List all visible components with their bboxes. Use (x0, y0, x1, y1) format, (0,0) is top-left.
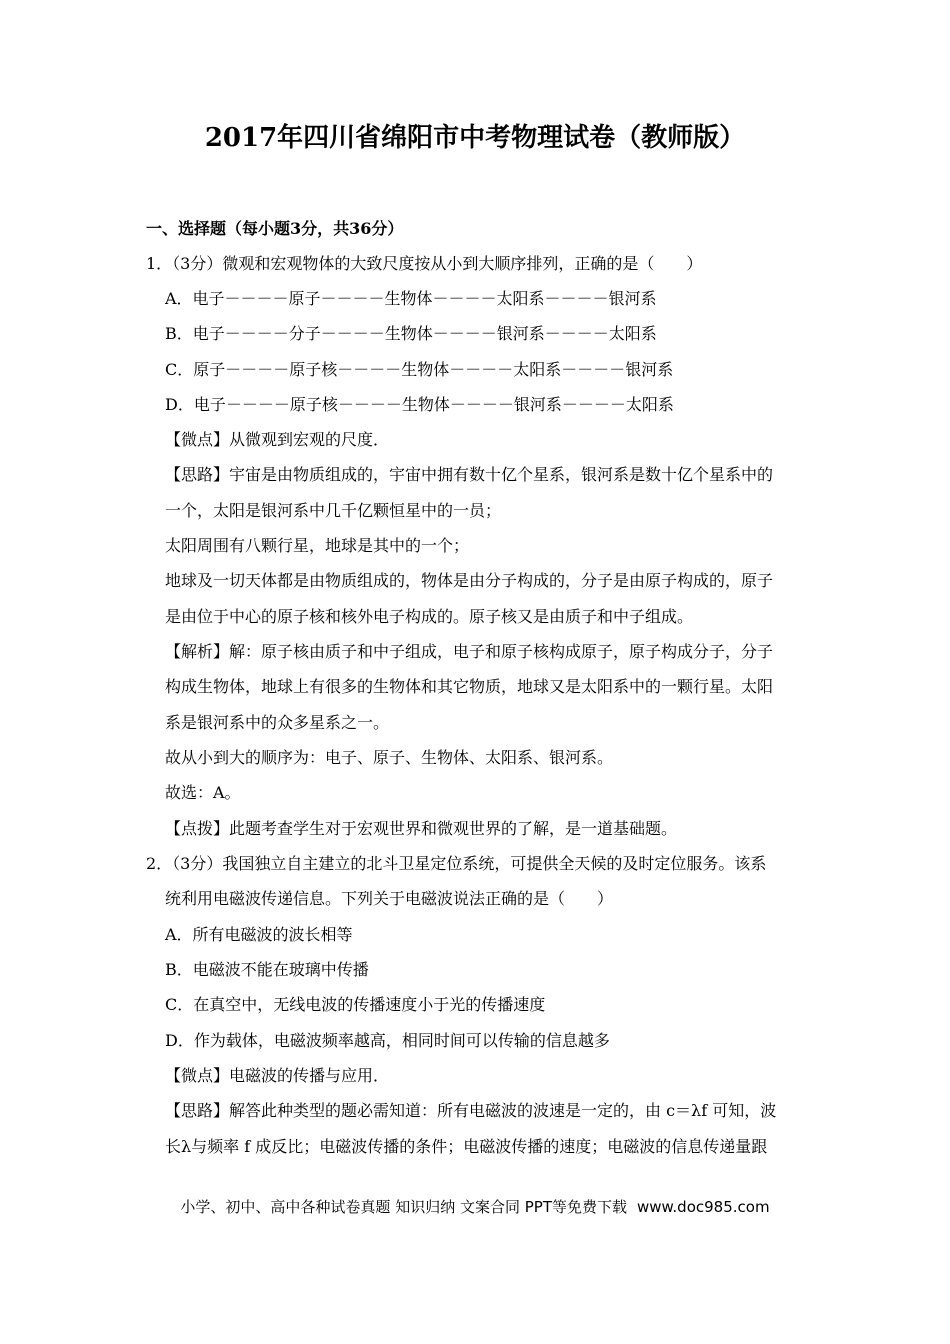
question-1-idea-line: 一个，太阳是银河系中几千亿颗恒星中的一员； (165, 501, 502, 520)
question-1-point: 【微点】从微观到宏观的尺度． (165, 430, 390, 449)
question-1-option-d: D．电子－－－－原子核－－－－生物体－－－－银河系－－－－太阳系 (165, 395, 674, 414)
page-title: 2017年四川省绵阳市中考物理试卷（教师版） (204, 123, 746, 153)
question-1-option-a: A．电子－－－－原子－－－－生物体－－－－太阳系－－－－银河系 (165, 289, 657, 308)
question-2-option-d: D．作为载体，电磁波频率越高，相同时间可以传输的信息越多 (165, 1031, 610, 1050)
question-1-idea-line: 是由位于中心的原子核和核外电子构成的。原子核又是由质子和中子组成。 (165, 607, 694, 626)
question-1-idea-line: 地球及一切天体都是由物质组成的，物体是由分子构成的，分子是由原子构成的，原子 (165, 571, 774, 590)
question-1-analysis-line: 构成生物体，地球上有很多的生物体和其它物质，地球又是太阳系中的一颗行星。太阳 (165, 677, 774, 696)
question-1-stem: 1．（3分）微观和宏观物体的大致尺度按从小到大顺序排列，正确的是（ ） (146, 254, 703, 273)
question-1-comment: 【点拨】此题考查学生对于宏观世界和微观世界的了解，是一道基础题。 (165, 819, 678, 838)
question-1-analysis-line: 【解析】解：原子核由质子和中子组成，电子和原子核构成原子，原子构成分子，分子 (165, 642, 774, 661)
question-1-option-b: B．电子－－－－分子－－－－生物体－－－－银河系－－－－太阳系 (165, 324, 657, 343)
footer-url[interactable]: www.doc985.com (636, 1198, 770, 1216)
question-2-option-b: B．电磁波不能在玻璃中传播 (165, 960, 369, 979)
question-1-analysis-line: 故从小到大的顺序为：电子、原子、生物体、太阳系、银河系。 (165, 748, 614, 767)
page-footer (0, 1196, 950, 1218)
question-1-idea-line: 太阳周围有八颗行星，地球是其中的一个； (165, 536, 470, 555)
question-1-answer: 故选：A。 (165, 783, 241, 802)
section-heading: 一、选择题（每小题3分，共36分） (146, 219, 404, 238)
question-2-point: 【微点】电磁波的传播与应用． (165, 1066, 390, 1085)
question-2-option-a: A．所有电磁波的波长相等 (165, 925, 353, 944)
question-1-analysis-line: 系是银河系中的众多星系之一。 (165, 713, 390, 732)
question-2-option-c: C．在真空中，无线电波的传播速度小于光的传播速度 (165, 995, 546, 1014)
question-2-stem-continued: 统利用电磁波传递信息。下列关于电磁波说法正确的是（ ） (165, 889, 614, 908)
question-1-option-c: C．原子－－－－原子核－－－－生物体－－－－太阳系－－－－银河系 (165, 360, 674, 379)
question-1-idea-line: 【思路】宇宙是由物质组成的，宇宙中拥有数十亿个星系，银河系是数十亿个星系中的 (165, 465, 774, 484)
footer-text: 小学、初中、高中各种试卷真题 知识归纳 文案合同 PPT等免费下载 (180, 1198, 627, 1216)
question-2-idea-line: 长λ与频率 f 成反比；电磁波传播的条件；电磁波传播的速度；电磁波的信息传递量跟 (165, 1137, 768, 1156)
question-2-idea-line: 【思路】解答此种类型的题必需知道：所有电磁波的波速是一定的，由 c＝λf 可知，波 (165, 1101, 777, 1120)
question-2-stem: 2．（3分）我国独立自主建立的北斗卫星定位系统，可提供全天候的及时定位服务。该系 (146, 854, 767, 873)
